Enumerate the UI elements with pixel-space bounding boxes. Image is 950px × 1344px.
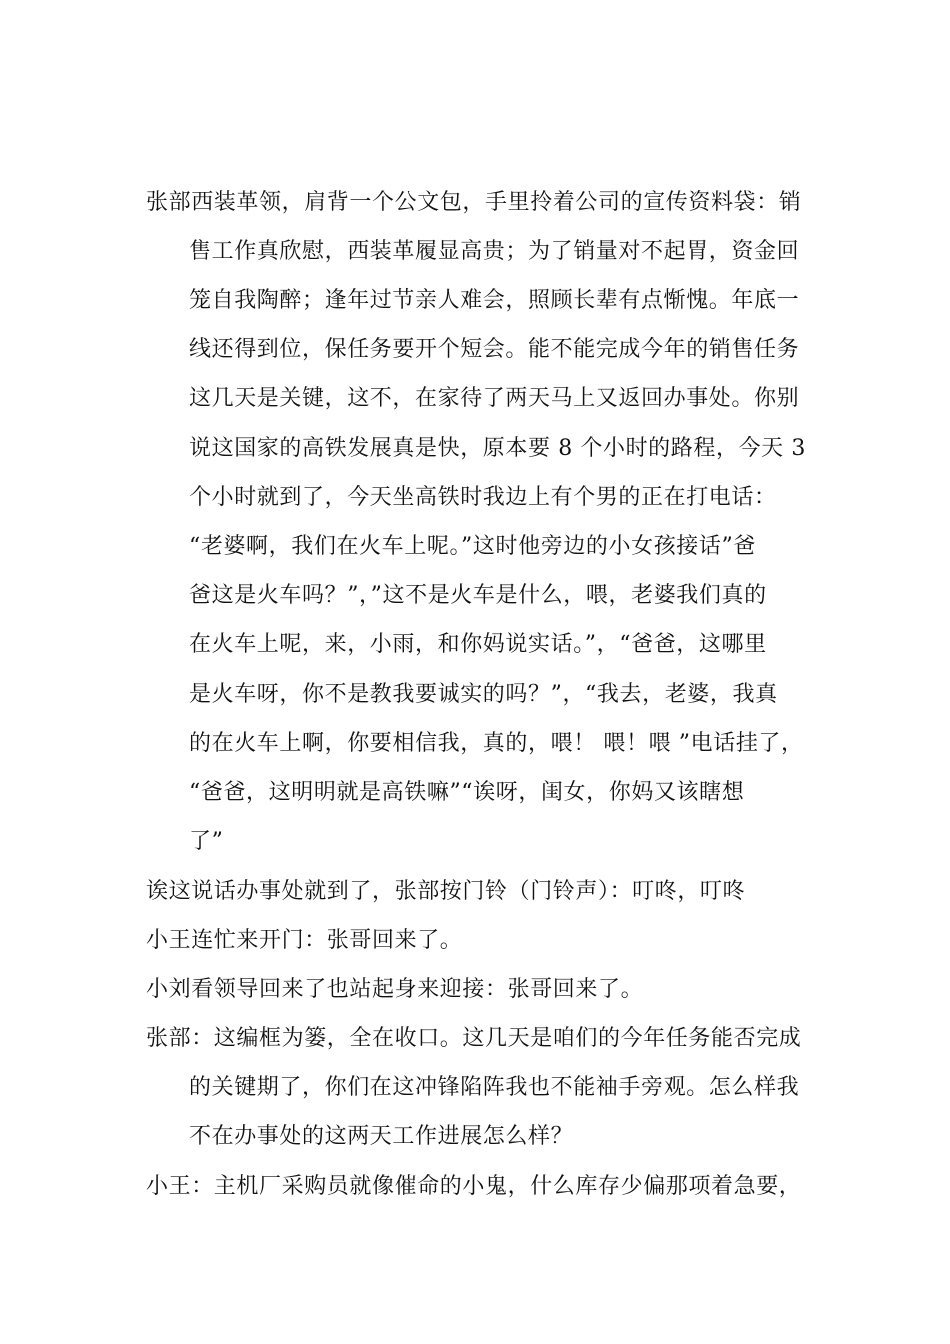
paragraph-line: 说这国家的高铁发展真是快，原本要 8 个小时的路程，今天 3 — [189, 436, 806, 461]
paragraph-line: 小王：主机厂采购员就像催命的小鬼，什么库存少偏那项着急要， — [146, 1174, 802, 1199]
paragraph-line: 了” — [189, 829, 224, 854]
paragraph-line: 张部西装革领，肩背一个公文包，手里拎着公司的宣传资料袋：销 — [146, 190, 802, 215]
paragraph-line: 售工作真欣慰，西装革履显高贵；为了销量对不起胃，资金回 — [189, 239, 800, 264]
paragraph-line: 小王连忙来开门：张哥回来了。 — [146, 928, 463, 953]
paragraph-line: 不在办事处的这两天工作进展怎么样？ — [189, 1124, 574, 1149]
paragraph-line: 诶这说话办事处就到了，张部按门铃（门铃声）：叮咚，叮咚 — [146, 879, 746, 904]
paragraph-line: “爸爸，这明明就是高铁嘛”“诶呀，闺女，你妈又该瞎想 — [189, 780, 745, 805]
paragraph-line: 的在火车上啊，你要相信我，真的，喂！ 喂！喂 ”电话挂了， — [189, 731, 804, 756]
paragraph-line: 张部：这编框为篓，全在收口。这几天是咱们的今年任务能否完成 — [146, 1026, 802, 1051]
paragraph-line: 小刘看领导回来了也站起身来迎接：张哥回来了。 — [146, 977, 644, 1002]
paragraph-line: 的关键期了，你们在这冲锋陷阵我也不能袖手旁观。怎么样我 — [189, 1075, 800, 1100]
paragraph-line: 爸这是火车吗？”，”这不是火车是什么，喂，老婆我们真的 — [189, 583, 767, 608]
paragraph-line: 个小时就到了，今天坐高铁时我边上有个男的正在打电话： — [189, 485, 777, 510]
paragraph-line: 线还得到位，保任务要开个短会。能不能完成今年的销售任务 — [189, 337, 800, 362]
paragraph-line: “老婆啊，我们在火车上呢。”这时他旁边的小女孩接话”爸 — [189, 534, 756, 559]
paragraph-line: 这几天是关键，这不，在家待了两天马上又返回办事处。你别 — [189, 386, 800, 411]
paragraph-line: 是火车呀，你不是教我要诚实的吗？”，“我去，老婆，我真 — [189, 682, 778, 707]
paragraph-line: 笼自我陶醉；逢年过节亲人难会，照顾长辈有点惭愧。年底一 — [189, 288, 800, 313]
paragraph-line: 在火车上呢，来，小雨，和你妈说实话。”，“爸爸，这哪里 — [189, 632, 767, 657]
